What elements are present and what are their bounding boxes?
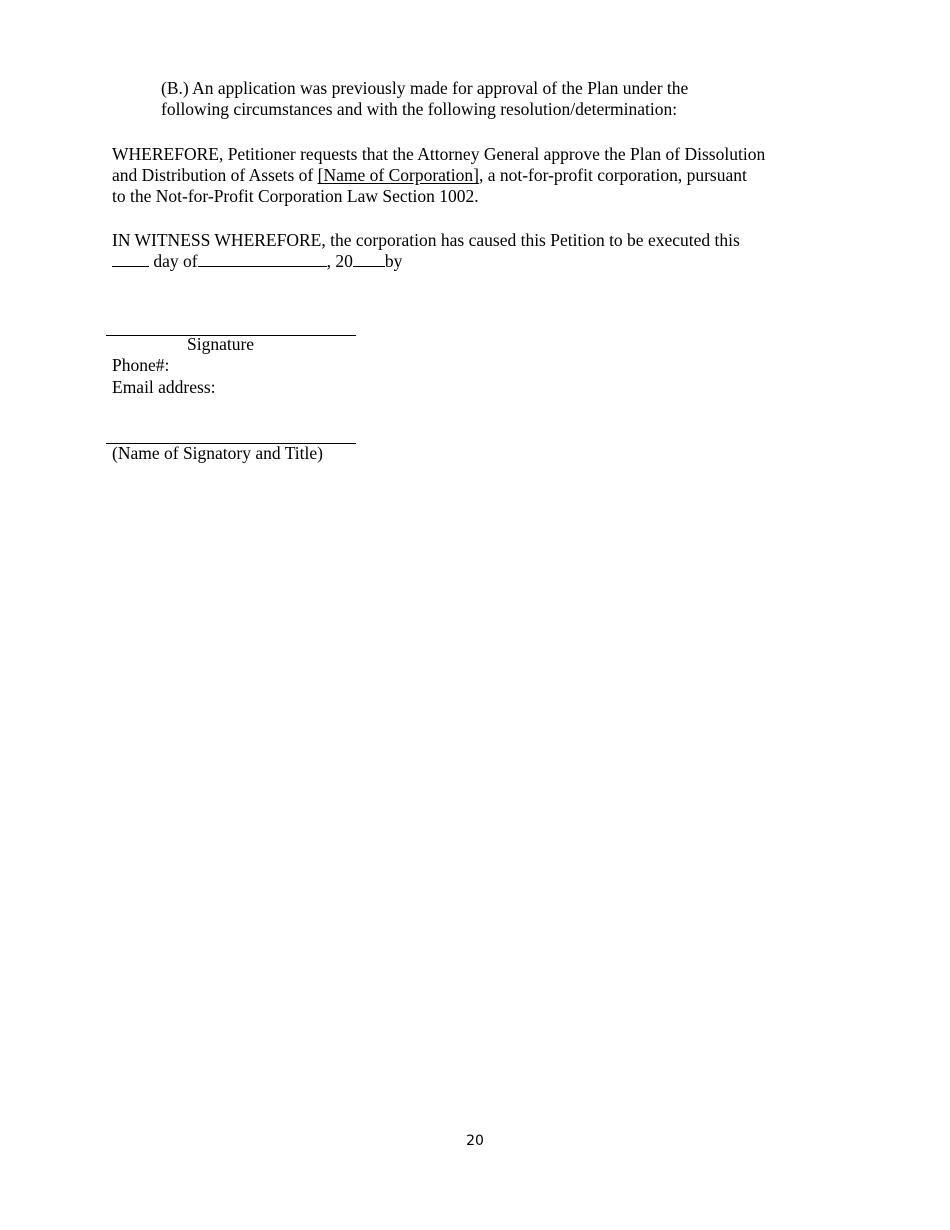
- by-label: by: [384, 251, 403, 271]
- phone-label: Phone#:: [112, 355, 170, 375]
- section-b-line-1: (B.) An application was previously made for approval of the Plan under the: [161, 78, 689, 98]
- day-blank: [112, 251, 149, 267]
- witness-line-1: IN WITNESS WHEREFORE, the corporation has caused this Petition to be executed this: [112, 230, 740, 250]
- year-blank: [353, 251, 385, 267]
- day-of-label: day of: [149, 251, 198, 271]
- email-label: Email address:: [112, 377, 216, 397]
- year-prefix: , 20: [326, 251, 353, 271]
- page-number: 20: [466, 1133, 484, 1149]
- wherefore-line-2-prefix: and Distribution of Assets of: [112, 165, 318, 185]
- signatory-label: (Name of Signatory and Title): [112, 443, 323, 463]
- wherefore-line-2: [112, 165, 747, 186]
- witness-line-2: [112, 251, 402, 272]
- section-b-line-2: following circumstances and with the following resolution/determination:: [161, 99, 678, 119]
- month-blank: [198, 251, 327, 267]
- signature-label: Signature: [187, 334, 255, 354]
- corporation-name-placeholder: [Name of Corporation]: [317, 165, 479, 185]
- wherefore-line-1: WHEREFORE, Petitioner requests that the Attorney General approve the Plan of Dissolution: [112, 144, 766, 164]
- wherefore-line-3: to the Not-for-Profit Corporation Law Section 1002.: [112, 186, 479, 206]
- wherefore-line-2-suffix: , a not-for-profit corporation, pursuant: [478, 165, 747, 185]
